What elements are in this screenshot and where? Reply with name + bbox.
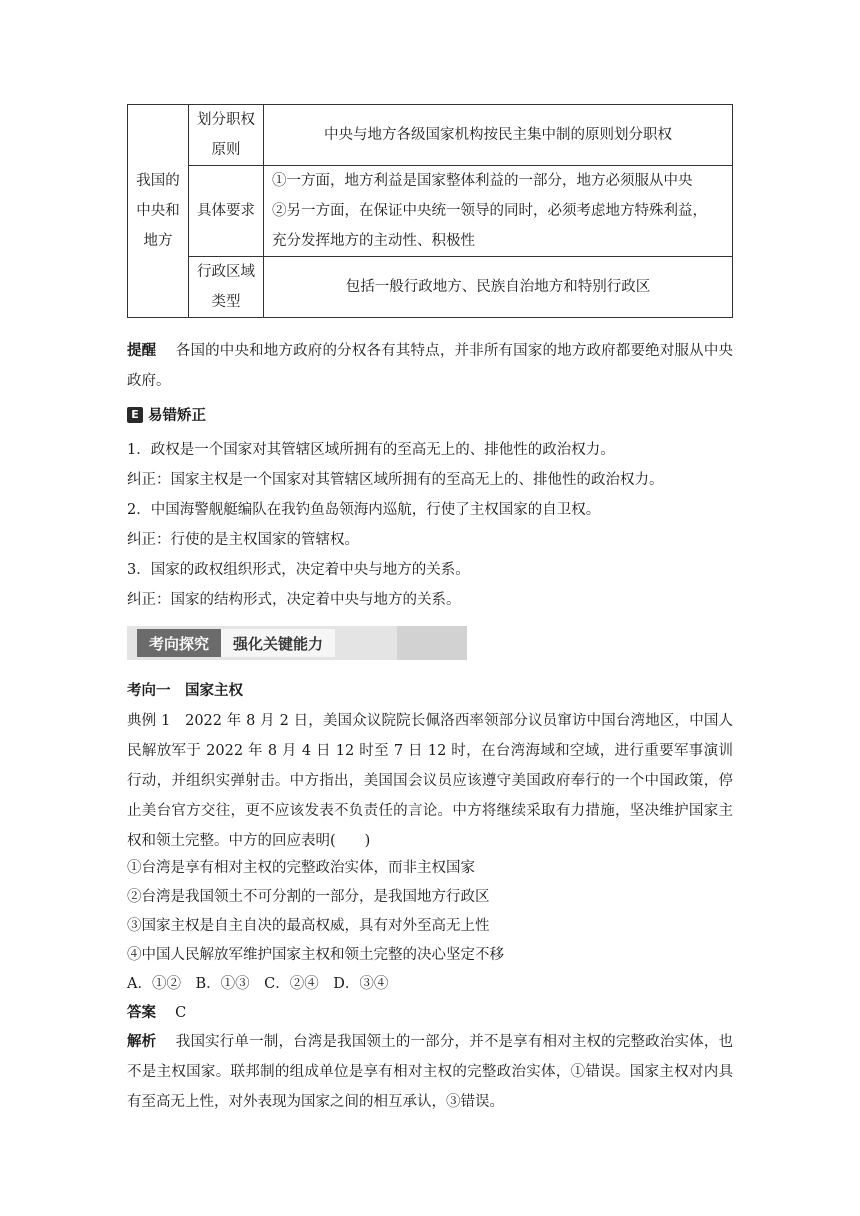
banner-title: 考向探究 <box>137 629 221 657</box>
error-correction: 纠正：国家主权是一个国家对其管辖区域所拥有的至高无上的、排他性的政治权力。 <box>127 472 664 488</box>
option-item: ②台湾是我国领土不可分割的一部分，是我国地方行政区 <box>127 889 490 905</box>
analysis-paragraph <box>127 1027 733 1117</box>
table-category-cell: 我国的中央和地方 <box>128 105 189 318</box>
error-correction: 纠正：国家的结构形式，决定着中央与地方的关系。 <box>127 592 461 608</box>
reminder-paragraph <box>127 336 733 396</box>
analysis-text: 我国实行单一制，台湾是我国领土的一部分，并不是享有相对主权的完整政治实体，也不是主权国家。联邦制的组成单位是享有相对主权的完整政治实体，①错误。国家主权对内具有至高无上性，对外表现为国家之间的相互承认，③错误。 <box>127 1034 734 1110</box>
table-row <box>128 257 733 318</box>
analysis-label: 解析 <box>127 1034 157 1050</box>
error-section-heading <box>127 404 206 425</box>
answer-label: 答案 <box>127 1005 156 1021</box>
row-content-line: 充分发挥地方的主动性、积极性 <box>272 233 475 249</box>
answer-choices: A．①② B．①③ C．②④ D．③④ <box>127 976 389 992</box>
example-question: 典例 1 2022 年 8 月 2 日，美国众议院院长佩洛西率领部分议员窜访中国台湾地区，中国人民解放军于 2022 年 8 月 4 日 12 时至 7 日 12 时，在台湾海域和空域，进行重要军事演训行动，并组织实弹射击。中方指出，美国国会议员应该遵守美国政府奉行的一个中国政策，停止美台官方交往，更不应该发表不负责任的言论。中方将继续采取有力措施，坚决维护国家主权和领土完整。中方的回应表明( ) <box>127 713 733 849</box>
table-row <box>128 166 733 257</box>
table-row <box>128 105 733 166</box>
direction-title: 考向一 国家主权 <box>127 683 243 699</box>
error-section-title: 易错矫正 <box>148 408 206 424</box>
option-item: ④中国人民解放军维护国家主权和领土完整的决心坚定不移 <box>127 947 504 963</box>
banner-subtitle: 强化关键能力 <box>221 629 335 657</box>
answer-line <box>127 998 733 1028</box>
row-content-line: 中央与地方各级国家机构按民主集中制的原则划分职权 <box>324 127 672 143</box>
row-content-line: ②另一方面，在保证中央统一领导的同时，必须考虑地方特殊利益， <box>272 203 707 219</box>
row-content-line: 包括一般行政地方、民族自治地方和特别行政区 <box>345 279 651 295</box>
reminder-text: 各国的中央和地方政府的分权各有其特点，并非所有国家的地方政府都要绝对服从中央政府。 <box>127 343 734 389</box>
row-content <box>264 257 733 318</box>
banner-decoration <box>397 626 467 660</box>
row-label: 划分职权原则 <box>189 105 264 166</box>
knowledge-table <box>127 104 733 318</box>
row-content-line: ①一方面，地方利益是国家整体利益的一部分，地方必须服从中央 <box>272 173 693 189</box>
row-label: 行政区域类型 <box>189 257 264 318</box>
answer-value: C <box>175 1005 187 1021</box>
section-banner <box>127 626 467 660</box>
option-item: ③国家主权是自主自决的最高权威，具有对外至高无上性 <box>127 918 490 934</box>
error-correction-icon: E <box>127 407 143 423</box>
option-item: ①台湾是享有相对主权的完整政治实体，而非主权国家 <box>127 860 475 876</box>
error-correction: 纠正：行使的是主权国家的管辖权。 <box>127 532 359 548</box>
error-item: 1．政权是一个国家对其管辖区域所拥有的至高无上的、排他性的政治权力。 <box>127 442 615 458</box>
error-item: 3．国家的政权组织形式，决定着中央与地方的关系。 <box>127 562 470 578</box>
row-content <box>264 166 733 257</box>
row-label: 具体要求 <box>189 166 264 257</box>
row-content <box>264 105 733 166</box>
reminder-label: 提醒 <box>127 343 157 359</box>
error-item: 2．中国海警舰艇编队在我钓鱼岛领海内巡航，行使了主权国家的自卫权。 <box>127 502 601 518</box>
